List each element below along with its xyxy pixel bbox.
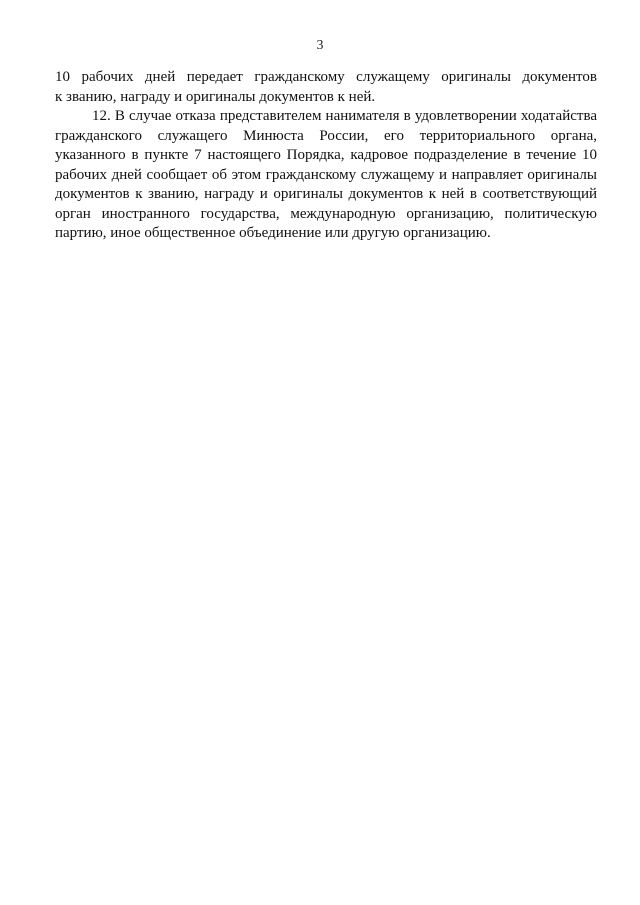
text-line: орган иностранного государства, международную организацию, политическую <box>55 205 597 222</box>
text-line: к званию, награду и оригиналы документов к ней. <box>55 88 376 105</box>
paragraph-12 <box>55 107 597 244</box>
document-body <box>55 68 597 244</box>
text-line: 10 рабочих дней передает гражданскому служащему оригиналы документов <box>55 69 597 85</box>
text-line: рабочих дней сообщает об этом гражданскому служащему и направляет оригиналы <box>55 166 597 183</box>
text-line: указанного в пункте 7 настоящего Порядка, кадровое подразделение в течение 10 <box>55 147 597 163</box>
text-line: гражданского служащего Минюста России, его территориального органа, <box>55 127 597 144</box>
text-line: партию, иное общественное объединение или другую организацию. <box>55 225 491 241</box>
text-line: документов к званию, награду и оригиналы документов к ней в соответствующий <box>55 186 597 202</box>
page-number: 3 <box>316 38 324 53</box>
paragraph-continued <box>55 68 597 107</box>
text-line: 12. В случае отказа представителем нанимателя в удовлетворении ходатайства <box>92 108 597 124</box>
